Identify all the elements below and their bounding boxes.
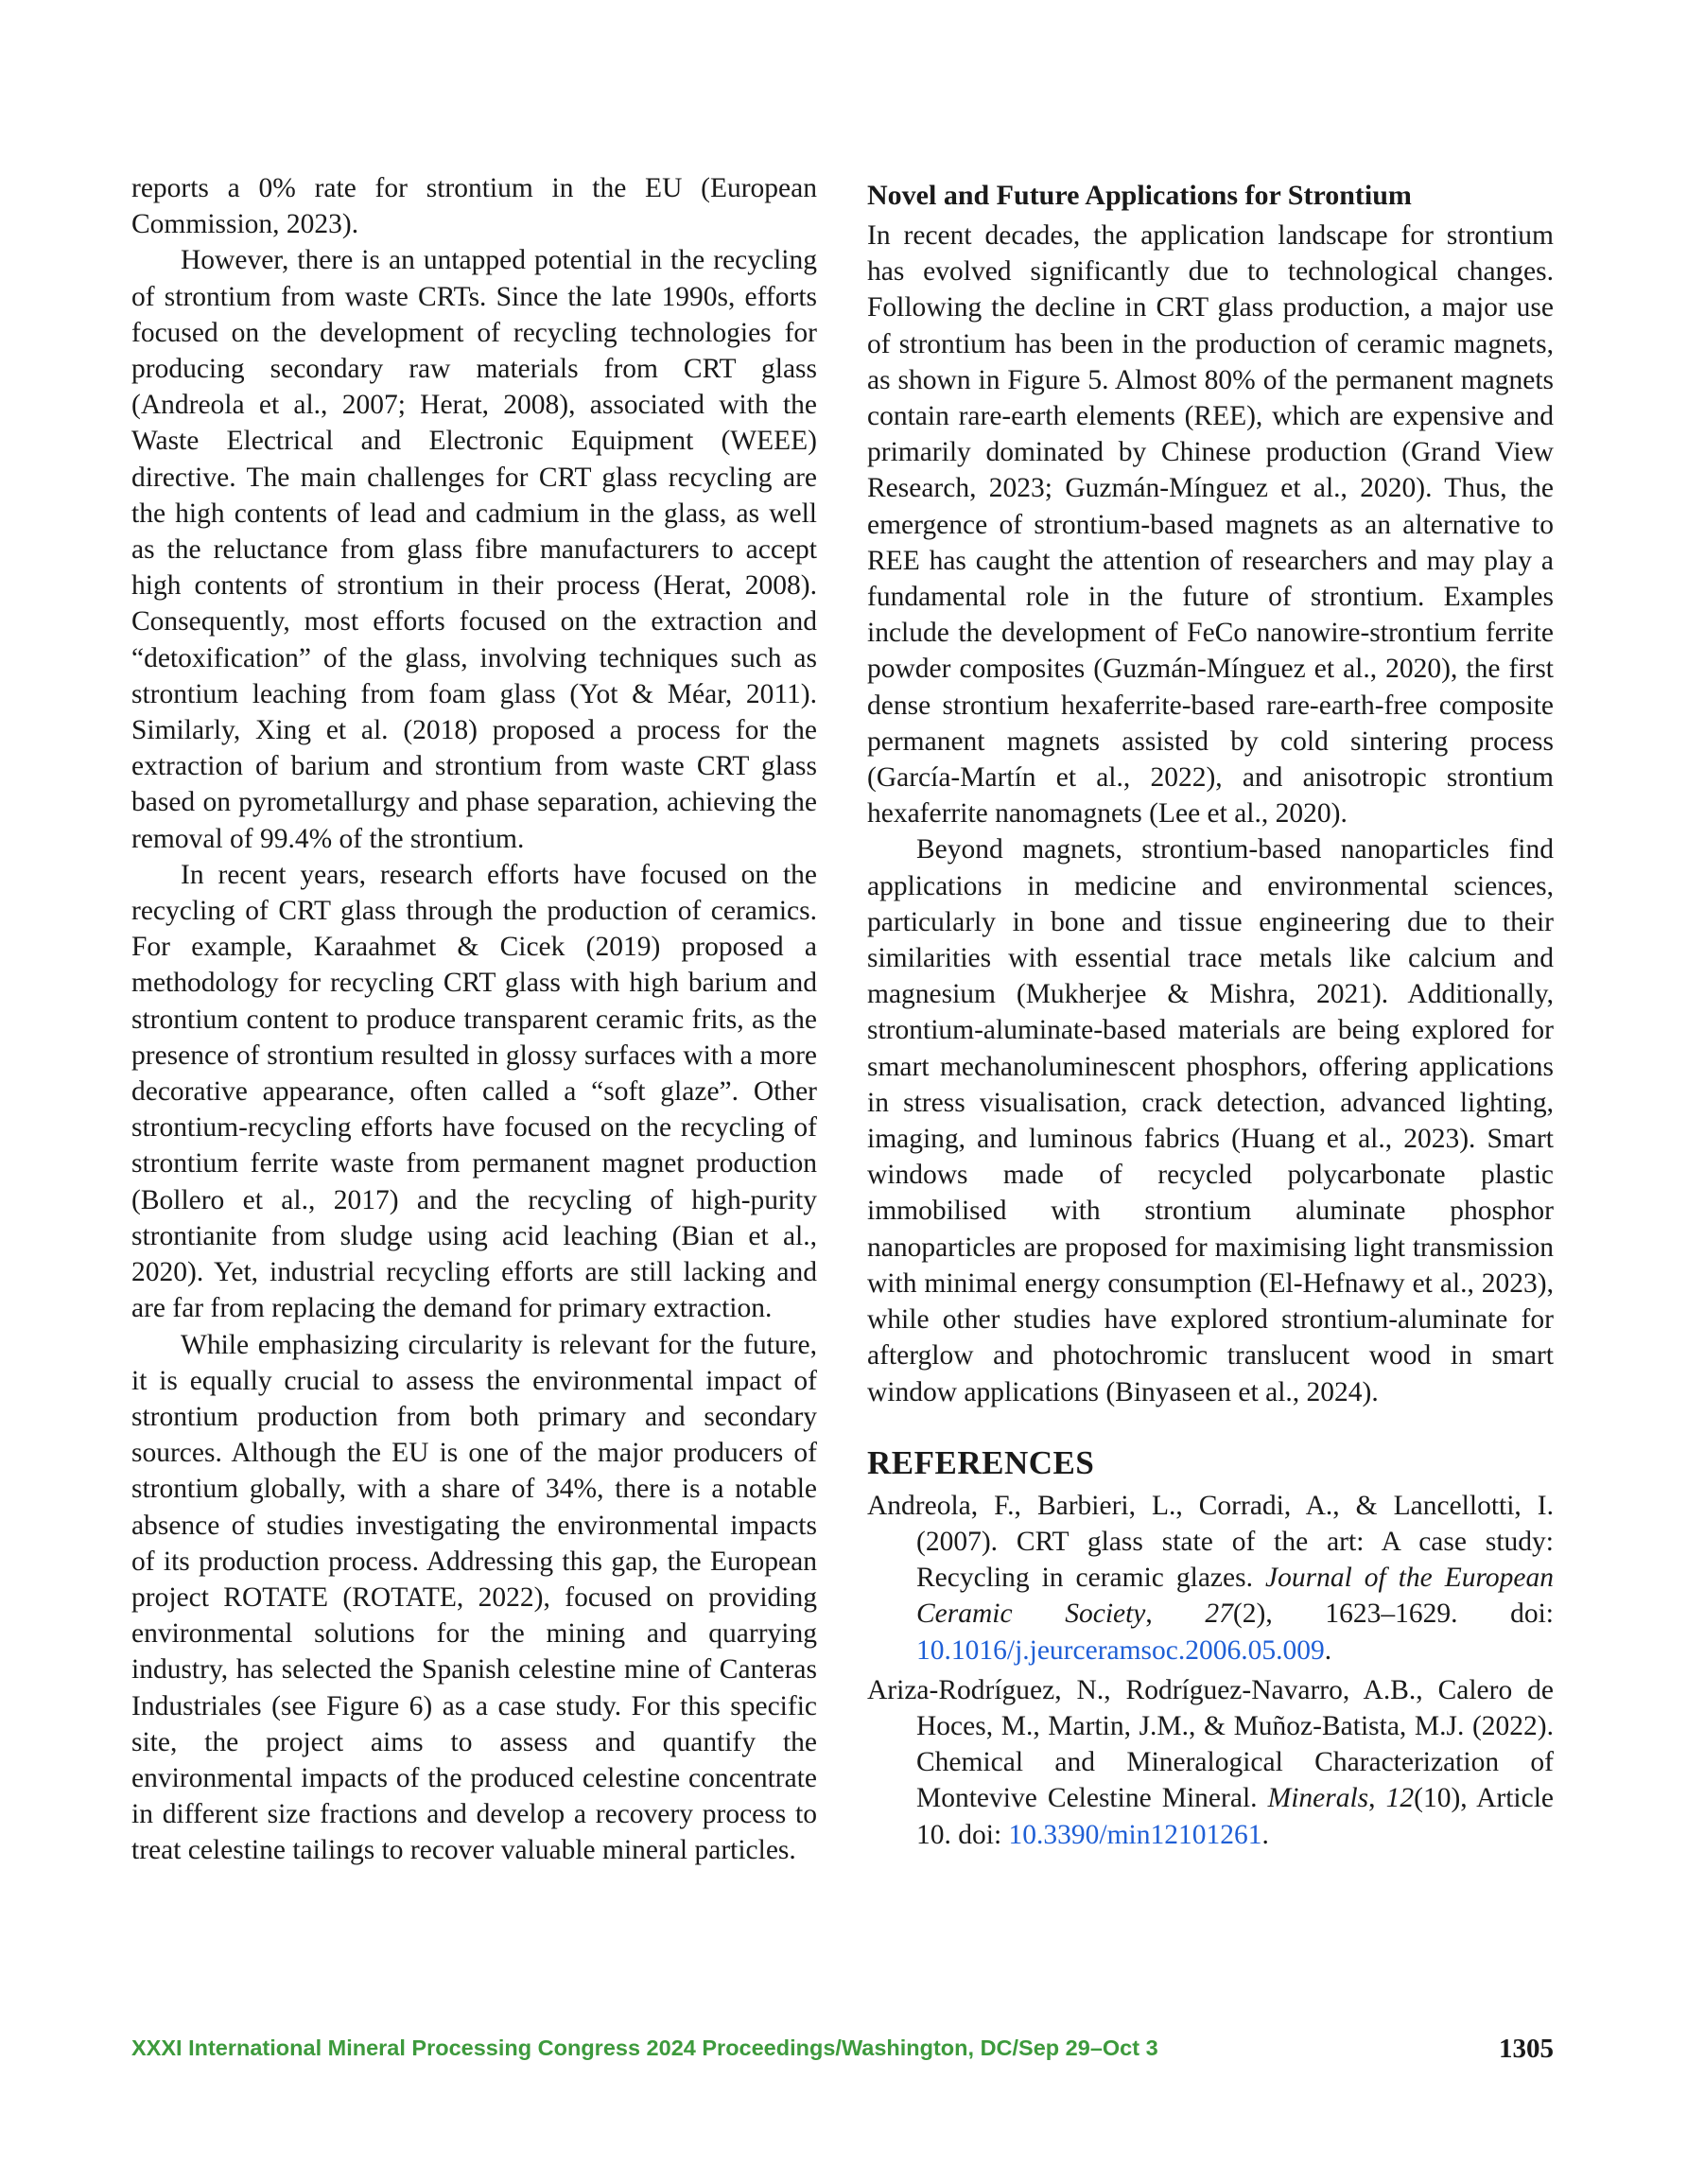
reference-end: . [1324,1634,1332,1666]
doi-link[interactable]: 10.3390/min12101261 [1008,1819,1262,1850]
reference-authors: Andreola, F., Barbieri, L., Corradi, A., & Lancellotti, I. (2007). CRT glass state of the art: A case study: Recycling in ceramic glazes. [867,1490,1554,1594]
paragraph: Beyond magnets, strontium-based nanoparticles find applications in medicine and environmental sciences, particularly in bone and tissue engineering due to their similarities with essential trace metals like calcium and magnesium (Mukherjee & Mishra, 2021). Additionally, strontium-aluminate-based materials are being explored for smart mechanoluminescent phosphors, offering applications in stress visualisation, crack detection, advanced lighting, imaging, and luminous fabrics (Huang et al., 2023). Smart windows made of recycled polycarbonate plastic immobilised with strontium aluminate phosphor nanoparticles are proposed for maximising light transmission with minimal energy consumption (El-Hefnawy et al., 2023), while other studies have explored strontium-aluminate for afterglow and photochromic translucent wood in smart window applications (Binyaseen et al., 2024). [867,834,1554,1407]
references-heading: REFERENCES [867,1443,1095,1481]
left-column [131,170,817,1869]
paragraph: In recent years, research efforts have focused on the recycling of CRT glass through the production of ceramics. For example, Karaahmet & Cicek (2019) proposed a methodology for recycling CRT glass with high barium and strontium content to produce transparent ceramic frits, as the presence of strontium resulted in glossy surfaces with a more decorative appearance, often called a “soft glaze”. Other strontium-recycling efforts have focused on the recycling of strontium ferrite waste from permanent magnet production (Bollero et al., 2017) and the recycling of high-purity strontianite from sludge using acid leaching (Bian et al., 2020). Yet, industrial recycling efforts are still lacking and are far from replacing the demand for primary extraction. [131,859,817,1324]
page-footer [131,2035,1554,2073]
reference-volume: 27 [1205,1599,1233,1630]
doi-link[interactable]: 10.1016/j.jeurceramsoc.2006.05.009 [916,1634,1325,1666]
reference-journal: Journal of the European Ceramic Society [916,1563,1555,1630]
reference-entry: Ariza-Rodríguez, N., Rodríguez-Navarro, A.B., Calero de Hoces, M., Martin, J.M., & Muñoz-Batista, M.J. (2022). Chemical and Mineralogical Characterization of Montevive Celestine Mineral. Minerals, 12(10), Article 10. doi: 10.3390/min12101261. [867,1674,1555,1850]
paragraph: reports a 0% rate for strontium in the EU (European Commission, 2023). [131,173,817,240]
right-column [867,170,1554,1857]
reference-issue-pages: (2), 1623–1629. doi: [1232,1599,1554,1630]
paragraph: However, there is an untapped potential in the recycling of strontium from waste CRTs. Since the late 1990s, efforts focused on the development of recycling technologies for producing secondary raw materials from CRT glass (Andreola et al., 2007; Herat, 2008), associated with the Waste Electrical and Electronic Equipment (WEEE) directive. The main challenges for CRT glass recycling are the high contents of lead and cadmium in the glass, as well as the reluctance from glass fibre manufacturers to accept high contents of strontium in their process (Herat, 2008). Consequently, most efforts focused on the extraction and “detoxification” of the glass, involving techniques such as strontium leaching from foam glass (Yot & Méar, 2011). Similarly, Xing et al. (2018) proposed a process for the extraction of barium and strontium from waste CRT glass based on pyrometallurgy and phase separation, achieving the removal of 99.4% of the strontium. [131,245,817,854]
reference-end: . [1261,1819,1269,1850]
page-number: 1305 [1499,2034,1554,2064]
reference-authors: Ariza-Rodríguez, N., Rodríguez-Navarro, A.B., Calero de Hoces, M., Martin, J.M., & Muñoz-Batista, M.J. (2022). Chemical and Mineralogical Characterization of Montevive Celestine Mineral. [867,1674,1554,1814]
section-heading: Novel and Future Applications for Strontium [867,180,1412,211]
paragraph: In recent decades, the application landscape for strontium has evolved significantly due to technological changes. Following the decline in CRT glass production, a major use of strontium has been in the production of ceramic magnets, as shown in Figure 5. Almost 80% of the permanent magnets contain rare-earth elements (REE), which are expensive and primarily dominated by Chinese production (Grand View Research, 2023; Guzmán-Mínguez et al., 2020). Thus, the emergence of strontium-based magnets as an alternative to REE has caught the attention of researchers and may play a fundamental role in the future of strontium. Examples include the development of FeCo nanowire-strontium ferrite powder composites (Guzmán-Mínguez et al., 2020), the first dense strontium hexaferrite-based rare-earth-free composite permanent magnets assisted by cold sintering process (García-Martín et al., 2022), and anisotropic strontium hexaferrite nanomagnets (Lee et al., 2020). [867,220,1554,830]
reference-volume: 12 [1385,1783,1415,1814]
reference-entry: Andreola, F., Barbieri, L., Corradi, A., & Lancellotti, I. (2007). CRT glass state of the art: A case study: Recycling in ceramic glazes. Journal of the European Ceramic Society, 27(2), 1623–1629. doi: 10.1016/j.jeurceramsoc.2006.05.009. [867,1490,1555,1666]
reference-issue-pages: (10), Article 10. doi: [916,1783,1555,1850]
paragraph: While emphasizing circularity is relevant for the future, it is equally crucial to assess the environmental impact of strontium production from both primary and secondary sources. Although the EU is one of the major producers of strontium globally, with a share of 34%, there is a notable absence of studies investigating the environmental impacts of its production process. Addressing this gap, the European project ROTATE (ROTATE, 2022), focused on providing environmental solutions for the mining and quarrying industry, has selected the Spanish celestine mine of Canteras Industriales (see Figure 6) as a case study. For this specific site, the project aims to assess and quantify the environmental impacts of the produced celestine concentrate in different size fractions and develop a recovery process to treat celestine tailings to recover valuable mineral particles. [131,1329,817,1866]
footer-conference-text: XXXI International Mineral Processing Congress 2024 Proceedings/Washington, DC/Sep 29–Oct 3 [131,2035,1158,2060]
reference-journal: Minerals [1267,1783,1369,1814]
